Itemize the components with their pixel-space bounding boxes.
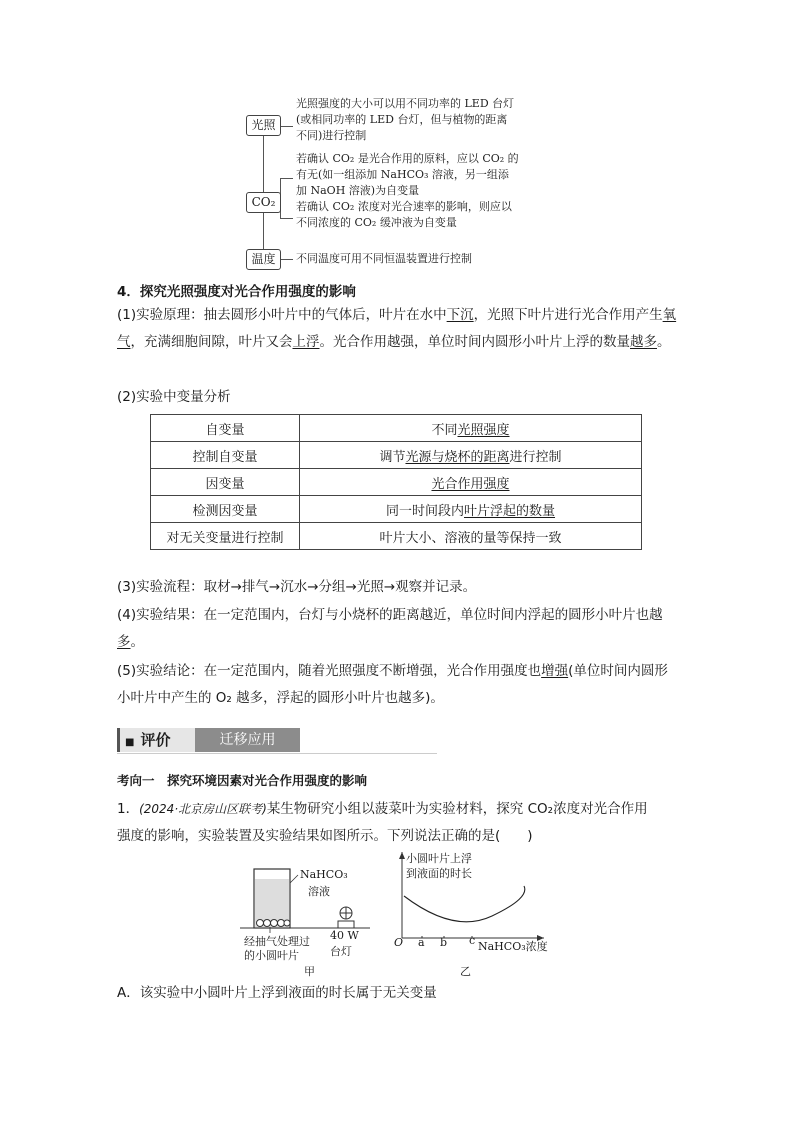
diagram-branch <box>280 178 293 179</box>
figure-graph <box>394 852 554 977</box>
table-row <box>151 496 642 523</box>
origin-label: O <box>394 936 404 949</box>
variable-value-cell <box>300 496 642 523</box>
text-span: 小叶片中产生的 O₂ 越多，浮起的圆形小叶片也越多)。 <box>117 690 444 706</box>
variable-value-cell <box>300 415 642 442</box>
text-span: 。 <box>130 634 144 650</box>
label-pointer <box>290 875 298 883</box>
table-row <box>151 469 642 496</box>
question-stem <box>117 796 682 850</box>
underlined-answer: 上浮 <box>292 334 320 350</box>
text-span: 。 <box>657 334 671 350</box>
tick-label: b <box>440 936 448 949</box>
text-line: 光照强度的大小可以用不同功率的 LED 台灯 <box>296 97 515 110</box>
banner-evaluation <box>117 728 195 752</box>
tick-label: a <box>418 936 425 949</box>
question-number: 1． <box>117 801 140 817</box>
section-banner <box>117 728 302 752</box>
underlined-answer: 越 <box>630 334 644 350</box>
lamp-icon <box>338 907 354 928</box>
variables-table <box>150 414 642 550</box>
tick-label: c <box>469 934 476 947</box>
text-line: 不同)进行控制 <box>296 129 367 142</box>
underlined-answer: 氧气 <box>117 307 677 350</box>
text-span: 。光合作用越强，单位时间内圆形小叶片上浮的数量 <box>319 334 630 350</box>
lamp-label: 40 W <box>330 929 359 942</box>
option-a[interactable]: A．该实验中小圆叶片上浮到液面的时长属于无关变量 <box>117 985 437 1001</box>
text-span: 调节 <box>379 449 406 465</box>
square-bullet-icon: ■ <box>125 737 135 748</box>
lamp-label: 台灯 <box>330 945 352 958</box>
section-heading: 4．探究光照强度对光合作用强度的影响 <box>117 284 356 300</box>
text-line: (或相同功率的 LED 台灯，但与植物的距离 <box>296 113 508 126</box>
banner-divider <box>117 753 437 754</box>
paragraph-procedure: (3)实验流程：取材→排气→沉水→分组→光照→观察并记录。 <box>117 579 477 595</box>
y-axis-label: 到液面的时长 <box>406 867 472 880</box>
table-row <box>151 442 642 469</box>
underlined-answer: 叶片浮起的数量 <box>464 503 556 519</box>
text-span: ，光照下叶片进行光合作用产生 <box>473 307 663 323</box>
text-line: 不同浓度的 CO₂ 缓冲液为自变量 <box>296 216 457 229</box>
banner-left-label: 评价 <box>140 731 171 749</box>
underlined-answer: 多 <box>643 334 657 350</box>
paragraph-conclusion <box>117 658 682 712</box>
factor-light-box: 光照 <box>246 115 281 136</box>
text-span: ，充满细胞间隙，叶片又会 <box>130 334 293 350</box>
variable-type-cell: 自变量 <box>151 415 300 442</box>
text-span: 同一时间段内 <box>385 503 464 519</box>
leaf-label: 的小圆叶片 <box>244 949 299 962</box>
paragraph-principle <box>117 302 682 356</box>
y-axis-label: 小圆叶片上浮 <box>406 852 472 865</box>
variable-value-cell <box>300 469 642 496</box>
series-curve <box>404 886 525 922</box>
variable-value-cell <box>300 442 642 469</box>
figure-caption: 甲 <box>304 965 315 978</box>
direction-heading: 考向一 探究环境因素对光合作用强度的影响 <box>117 773 368 788</box>
underlined-answer: 下沉 <box>446 307 474 323</box>
table-row <box>151 415 642 442</box>
variable-type-cell: 控制自变量 <box>151 442 300 469</box>
factor-light-text <box>296 96 514 144</box>
underlined-answer: 多 <box>117 634 131 650</box>
text-line: 若确认 CO₂ 浓度对光合速率的影响，则应以 <box>296 200 512 213</box>
question-source: (2024·北京房山区联考) <box>139 802 267 816</box>
variable-value-cell <box>300 523 642 550</box>
underlined-answer: 光照强度 <box>457 422 510 438</box>
variable-type-cell: 因变量 <box>151 469 300 496</box>
text-span: 强度的影响，实验装置及实验结果如图所示。下列说法正确的是( ) <box>117 828 533 844</box>
text-line: 不同温度可用不同恒温装置进行控制 <box>296 252 472 265</box>
banner-application: 迁移应用 <box>195 728 300 752</box>
variable-type-cell: 检测因变量 <box>151 496 300 523</box>
table-row <box>151 523 642 550</box>
text-span: (1)实验原理：抽去圆形小叶片中的气体后，叶片在水中 <box>117 307 447 323</box>
figure-caption: 乙 <box>460 965 471 978</box>
underlined-answer: 增强 <box>541 663 569 679</box>
factor-co2-box: CO₂ <box>246 192 281 213</box>
paragraph-result <box>117 602 682 656</box>
text-span: 叶片大小、溶液的量等保持一致 <box>379 530 562 546</box>
text-span: 某生物研究小组以菠菜叶为实验材料，探究 CO₂浓度对光合作用 <box>266 801 648 817</box>
text-line: 若确认 CO₂ 是光合作用的原料，应以 CO₂ 的 <box>296 152 519 165</box>
text-line: 有无(如一组添加 NaHCO₃ 溶液，另一组添 <box>296 168 509 181</box>
solution-label: NaHCO₃ <box>300 868 348 881</box>
text-span: (5)实验结论：在一定范围内，随着光照强度不断增强，光合作用强度也 <box>117 663 542 679</box>
solution-label: 溶液 <box>308 885 330 898</box>
text-line: 加 NaOH 溶液)为自变量 <box>296 184 420 197</box>
underlined-answer: 光源与烧杯的距离 <box>405 449 510 465</box>
text-span: (4)实验结果：在一定范围内，台灯与小烧杯的距离越近，单位时间内浮起的圆形小叶片也越 <box>117 607 663 623</box>
variable-type-cell: 对无关变量进行控制 <box>151 523 300 550</box>
y-axis-arrow-icon <box>399 852 405 859</box>
leaf-discs <box>257 920 291 927</box>
text-span: 不同 <box>431 422 458 438</box>
x-axis-label: NaHCO₃浓度 <box>478 940 548 953</box>
leaf-label: 经抽气处理过 <box>244 935 310 948</box>
factor-temp-box: 温度 <box>246 249 281 270</box>
paragraph-variables: (2)实验中变量分析 <box>117 389 231 405</box>
text-span: (单位时间内圆形 <box>568 663 668 679</box>
figure-apparatus <box>240 855 380 978</box>
text-span: 进行控制 <box>509 449 562 465</box>
factor-co2-text <box>296 151 519 231</box>
diagram-branch <box>280 218 293 219</box>
underlined-answer: 光合作用强度 <box>431 476 510 492</box>
factor-temp-text <box>296 251 472 267</box>
